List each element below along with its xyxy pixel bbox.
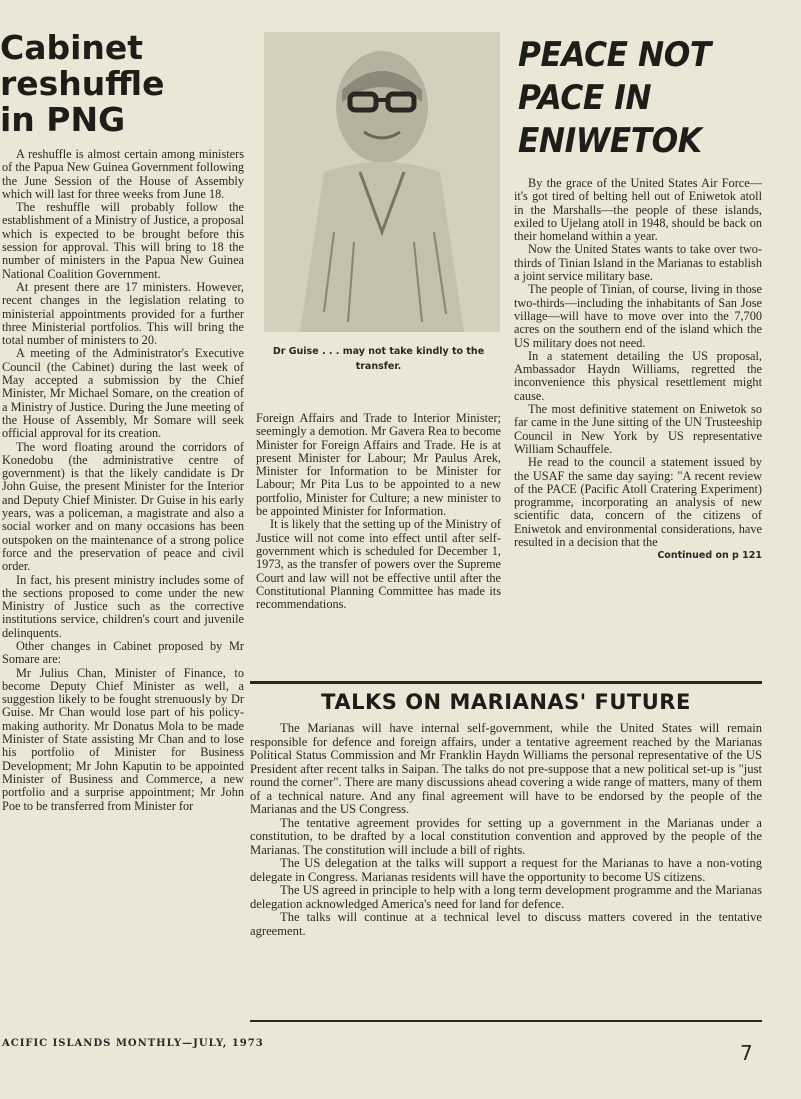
paragraph: In fact, his present ministry includes some of the sections proposed to come under the new Ministry of Justice such as the corrective institutions service, children's court and juvenile delinquents. <box>2 572 244 640</box>
divider-rule <box>250 1020 762 1022</box>
headline-line: Cabinet <box>0 28 144 67</box>
paragraph: Mr Julius Chan, Minister of Finance, to become Deputy Chief Minister as well, a suggestion likely to be fought strenuously by Dr Guise. Mr Chan would lose part of his policy-making authority. Mr Donatus Mola to be made Minister of State assisting Mr Chan and to lose his portfolio of Minister for Business Development; Mr John Kaputin to be appointed Minister of Business and Commerce, a new portfolio and a surprise appointment; Mr John Poe to be transferred from Minister for <box>2 665 244 813</box>
paragraph: By the grace of the United States Air Force—it's got tired of belting hell out of Eniwetok atoll in the Marshalls—the people of these islands, exiled to Ujelang atoll in 1948, should be back on their homeland within a year. <box>514 176 762 244</box>
paragraph: At present there are 17 ministers. However, recent changes in the legislation relating to ministerial appointments provided for a further three Ministerial portfolios. This will bring the total number of ministers to 20. <box>2 279 244 348</box>
article-body-continued <box>256 412 501 611</box>
headline-line: ENIWETOK <box>518 121 702 161</box>
continued-link[interactable]: Continued on p 121 <box>657 550 762 562</box>
publication-footer: ACIFIC ISLANDS MONTHLY—JULY, 1973 <box>2 1038 264 1049</box>
paragraph: A meeting of the Administrator's Executive Council (the Cabinet) during the last week of May accepted a submission by the Chief Minister, Mr Michael Somare, on the creation of a Ministry of Justice. During the June meeting of the House of Assembly, Mr Somare will seek official approval for its creation. <box>2 346 244 441</box>
eniwetok-headline <box>518 34 742 163</box>
marianas-article <box>250 690 762 938</box>
headline-line: PACE IN <box>518 78 652 118</box>
paragraph: Other changes in Cabinet proposed by Mr Somare are: <box>2 638 244 667</box>
paragraph: The US agreed in principle to help with a long term development programme and the Marianas delegation acknowledged America's need for land for defence. <box>250 883 762 911</box>
paragraph: The talks will continue at a technical level to discuss matters covered in the tentative agreement. <box>250 910 762 938</box>
article-body <box>0 148 244 813</box>
paragraph: It is likely that the setting up of the Ministry of Justice will not come into effect until after self-government which is scheduled for December 1, 1973, as the transfer of powers over the Supreme Court and law will not be effective until after the Constitutional Planning Committee has made its recommendations. <box>256 517 501 612</box>
paragraph: The most definitive statement on Eniwetok so far came in the June sitting of the UN Trusteeship Council in New York by US representative William Schauffele. <box>514 402 762 456</box>
middle-column <box>256 30 501 611</box>
divider-rule <box>250 681 762 684</box>
portrait-illustration <box>264 32 500 332</box>
paragraph: Foreign Affairs and Trade to Interior Minister; seemingly a demotion. Mr Gavera Rea to become Minister for Foreign Affairs and Trade. He is at present Minister for Labour; Mr Paulus Arek, Minister for Information to be Minister for Labour; Mr Pita Lus to be appointed to a new portfolio, Minister for Culture; a new minister to be appointed Minister for Information. <box>256 411 501 519</box>
eniwetok-article <box>514 30 762 561</box>
article-body <box>514 177 762 549</box>
paragraph: The word floating around the corridors of Konedobu (the administrative centre of government) is that the likely candidate is Dr John Guise, the present Minister for the Interior and Deputy Chief Minister. Dr Guise in his early years, was a policeman, a magistrate and also a social worker and on many occasions has been outspoken on the maintenance of a strong police force and the preservation of peace and civil order. <box>2 439 244 574</box>
paragraph: He read to the council a statement issued by the USAF the same day saying: "A recent review of the PACE (Pacific Atoll Cratering Experiment) programme, incorporating an analysis of new scientific data, concern of the citizens of Eniwetok and environmental considerations, have resulted in a decision that the <box>514 455 762 550</box>
paragraph: The reshuffle will probably follow the establishment of a Ministry of Justice, a proposal which is expected to be brought before this session for approval. This will bring to 18 the number of ministers in the Papua New Guinea National Coalition Government. <box>2 200 244 281</box>
paragraph: The people of Tinian, of course, living in those two-thirds—including the inhabitants of San Jose village—will have to move over into the 7,700 acres on the southern end of the island which the US military does not need. <box>514 282 762 350</box>
headline-line: reshuffle <box>0 64 165 103</box>
cabinet-reshuffle-headline <box>0 30 244 138</box>
headline-line: PEACE NOT <box>518 35 711 75</box>
headline-line: in PNG <box>0 100 126 139</box>
page-number: 7 <box>740 1041 753 1065</box>
portrait-photo <box>264 32 500 332</box>
article-body <box>250 722 762 938</box>
photo-caption: Dr Guise . . . may not take kindly to the transfer. <box>272 346 485 372</box>
paragraph: Now the United States wants to take over two-thirds of Tinian Island in the Marianas to establish a joint service military base. <box>514 242 762 284</box>
paragraph: A reshuffle is almost certain among ministers of the Papua New Guinea Government following the June Session of the House of Assembly which will last for three weeks from June 18. <box>2 147 244 201</box>
paragraph: The Marianas will have internal self-government, while the United States will remain responsible for defence and foreign affairs, under a tentative agreement reached by the Marianas Political Status Commission and Mr Franklin Haydn Williams the personal representative of the US President after recent talks in Saipan. The talks do not pre-suppose that a new political set-up is "just round the corner". There are many discussions ahead covering a wide range of matters, many of them of a technical nature. And any final agreement will have to be endorsed by the people of the Marianas and the US Congress. <box>250 721 762 816</box>
marianas-headline: TALKS ON MARIANAS' FUTURE <box>321 690 691 714</box>
paragraph: The tentative agreement provides for setting up a government in the Marianas under a constitution, to be drafted by a local constitution convention and approved by the people of the Marianas. The constitution will include a bill of rights. <box>250 815 762 857</box>
paragraph: The US delegation at the talks will support a request for the Marianas to have a non-voting delegate in Congress. Marianas residents will have the opportunity to become US citizens. <box>250 856 762 884</box>
paragraph: In a statement detailing the US proposal, Ambassador Haydn Williams, regretted the inconvenience this physical resettlement might cause. <box>514 348 762 403</box>
cabinet-reshuffle-article <box>0 30 244 813</box>
